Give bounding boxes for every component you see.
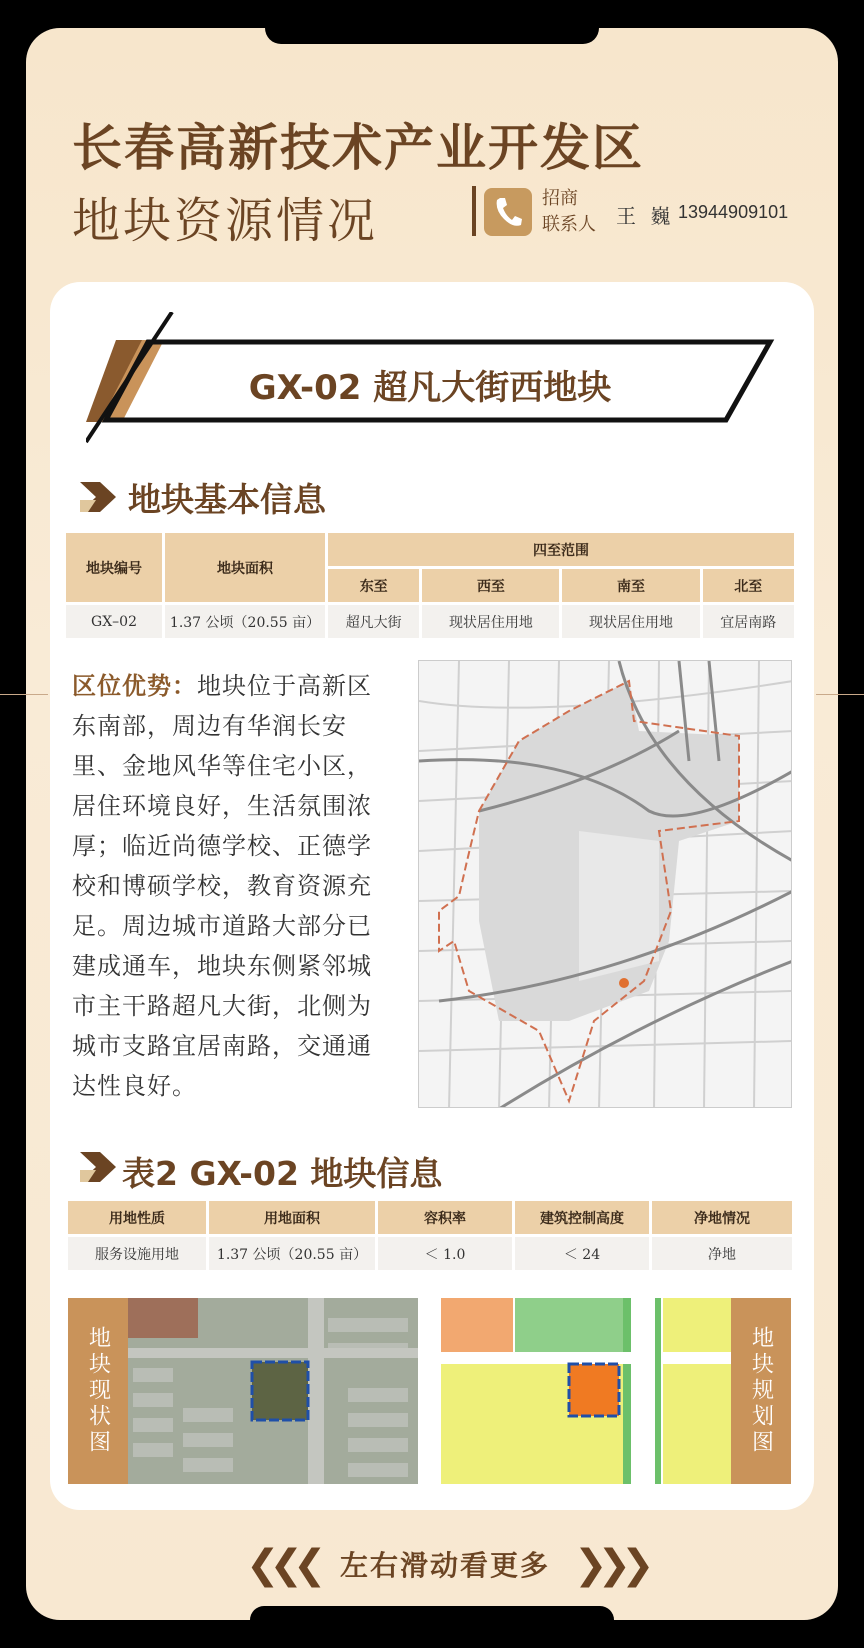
swipe-right-icon[interactable]: ❯❯❯	[574, 1542, 645, 1588]
swipe-left-icon[interactable]: ❮❮❮	[246, 1542, 317, 1588]
contact-label-line2: 联系人	[542, 214, 596, 235]
planning-image	[441, 1298, 731, 1484]
bottom-notch	[250, 1606, 614, 1620]
cell-west: 现状居住用地	[422, 605, 559, 638]
cell-north: 宜居南路	[703, 605, 794, 638]
cell-east: 超凡大街	[328, 605, 419, 638]
basic-info-table	[63, 530, 797, 641]
cell-plot-id: GX–02	[66, 605, 162, 638]
th-height: 建筑控制高度	[515, 1201, 649, 1234]
current-status-image	[128, 1298, 418, 1484]
cell-land-area: 1.37 公顷（20.55 亩）	[209, 1237, 375, 1270]
section-heading-table2: 表2 GX-02 地块信息	[122, 1154, 443, 1193]
cell-clean: 净地	[652, 1237, 792, 1270]
contact-label	[542, 186, 596, 238]
divider-left	[0, 694, 48, 695]
top-notch	[265, 28, 599, 44]
th-west: 西至	[422, 569, 559, 602]
plot-info-table	[65, 1198, 795, 1273]
cell-plot-area: 1.37 公顷（20.55 亩）	[165, 605, 325, 638]
cell-far: ＜ 1.0	[378, 1237, 512, 1270]
current-status-label: 地块现状图	[68, 1298, 128, 1484]
district-map	[418, 660, 792, 1108]
district-map-graphic	[419, 661, 792, 1108]
cell-land-use: 服务设施用地	[68, 1237, 206, 1270]
chevron-right-icon	[80, 1152, 116, 1182]
th-land-use: 用地性质	[68, 1201, 206, 1234]
phone-icon[interactable]	[484, 188, 532, 236]
location-advantage	[72, 666, 394, 1106]
section-heading-basic: 地块基本信息	[128, 480, 326, 519]
th-boundaries: 四至范围	[328, 533, 794, 566]
contact-phone[interactable]: 13944909101	[678, 202, 789, 222]
th-east: 东至	[328, 569, 419, 602]
th-far: 容积率	[378, 1201, 512, 1234]
zoning-map-graphic	[441, 1298, 731, 1484]
th-south: 南至	[562, 569, 699, 602]
swipe-hint: 左右滑动看更多	[340, 1549, 551, 1582]
cell-height: ＜ 24	[515, 1237, 649, 1270]
th-clean: 净地情况	[652, 1201, 792, 1234]
contact-divider	[472, 186, 476, 236]
chevron-right-icon	[80, 482, 116, 512]
cell-south: 现状居住用地	[562, 605, 699, 638]
th-plot-id: 地块编号	[66, 533, 162, 602]
table-row	[68, 1237, 792, 1270]
th-land-area: 用地面积	[209, 1201, 375, 1234]
contact-name: 王 巍	[616, 204, 675, 228]
table-row	[66, 605, 794, 638]
location-text: 地块位于高新区东南部，周边有华润长安里、金地风华等住宅小区，居住环境良好，生活氛围浓厚；临近尚德学校、正德学校和博硕学校，教育资源充足。周边城市道路大部分已建成通车，地块东侧紧邻城市主干路超凡大街，北侧为城市支路宜居南路，交通通达性良好。	[72, 672, 372, 1100]
page-subtitle: 地块资源情况	[72, 193, 379, 249]
planning-label: 地块规划图	[731, 1298, 791, 1484]
aerial-photo-graphic	[128, 1298, 418, 1484]
th-plot-area: 地块面积	[165, 533, 325, 602]
divider-right	[816, 694, 864, 695]
location-label: 区位优势：	[72, 672, 197, 700]
contact-label-line1: 招商	[542, 188, 578, 209]
th-north: 北至	[703, 569, 794, 602]
page-title: 长春高新技术产业开发区	[72, 119, 644, 177]
plot-title: GX-02 超凡大街西地块	[248, 368, 612, 408]
